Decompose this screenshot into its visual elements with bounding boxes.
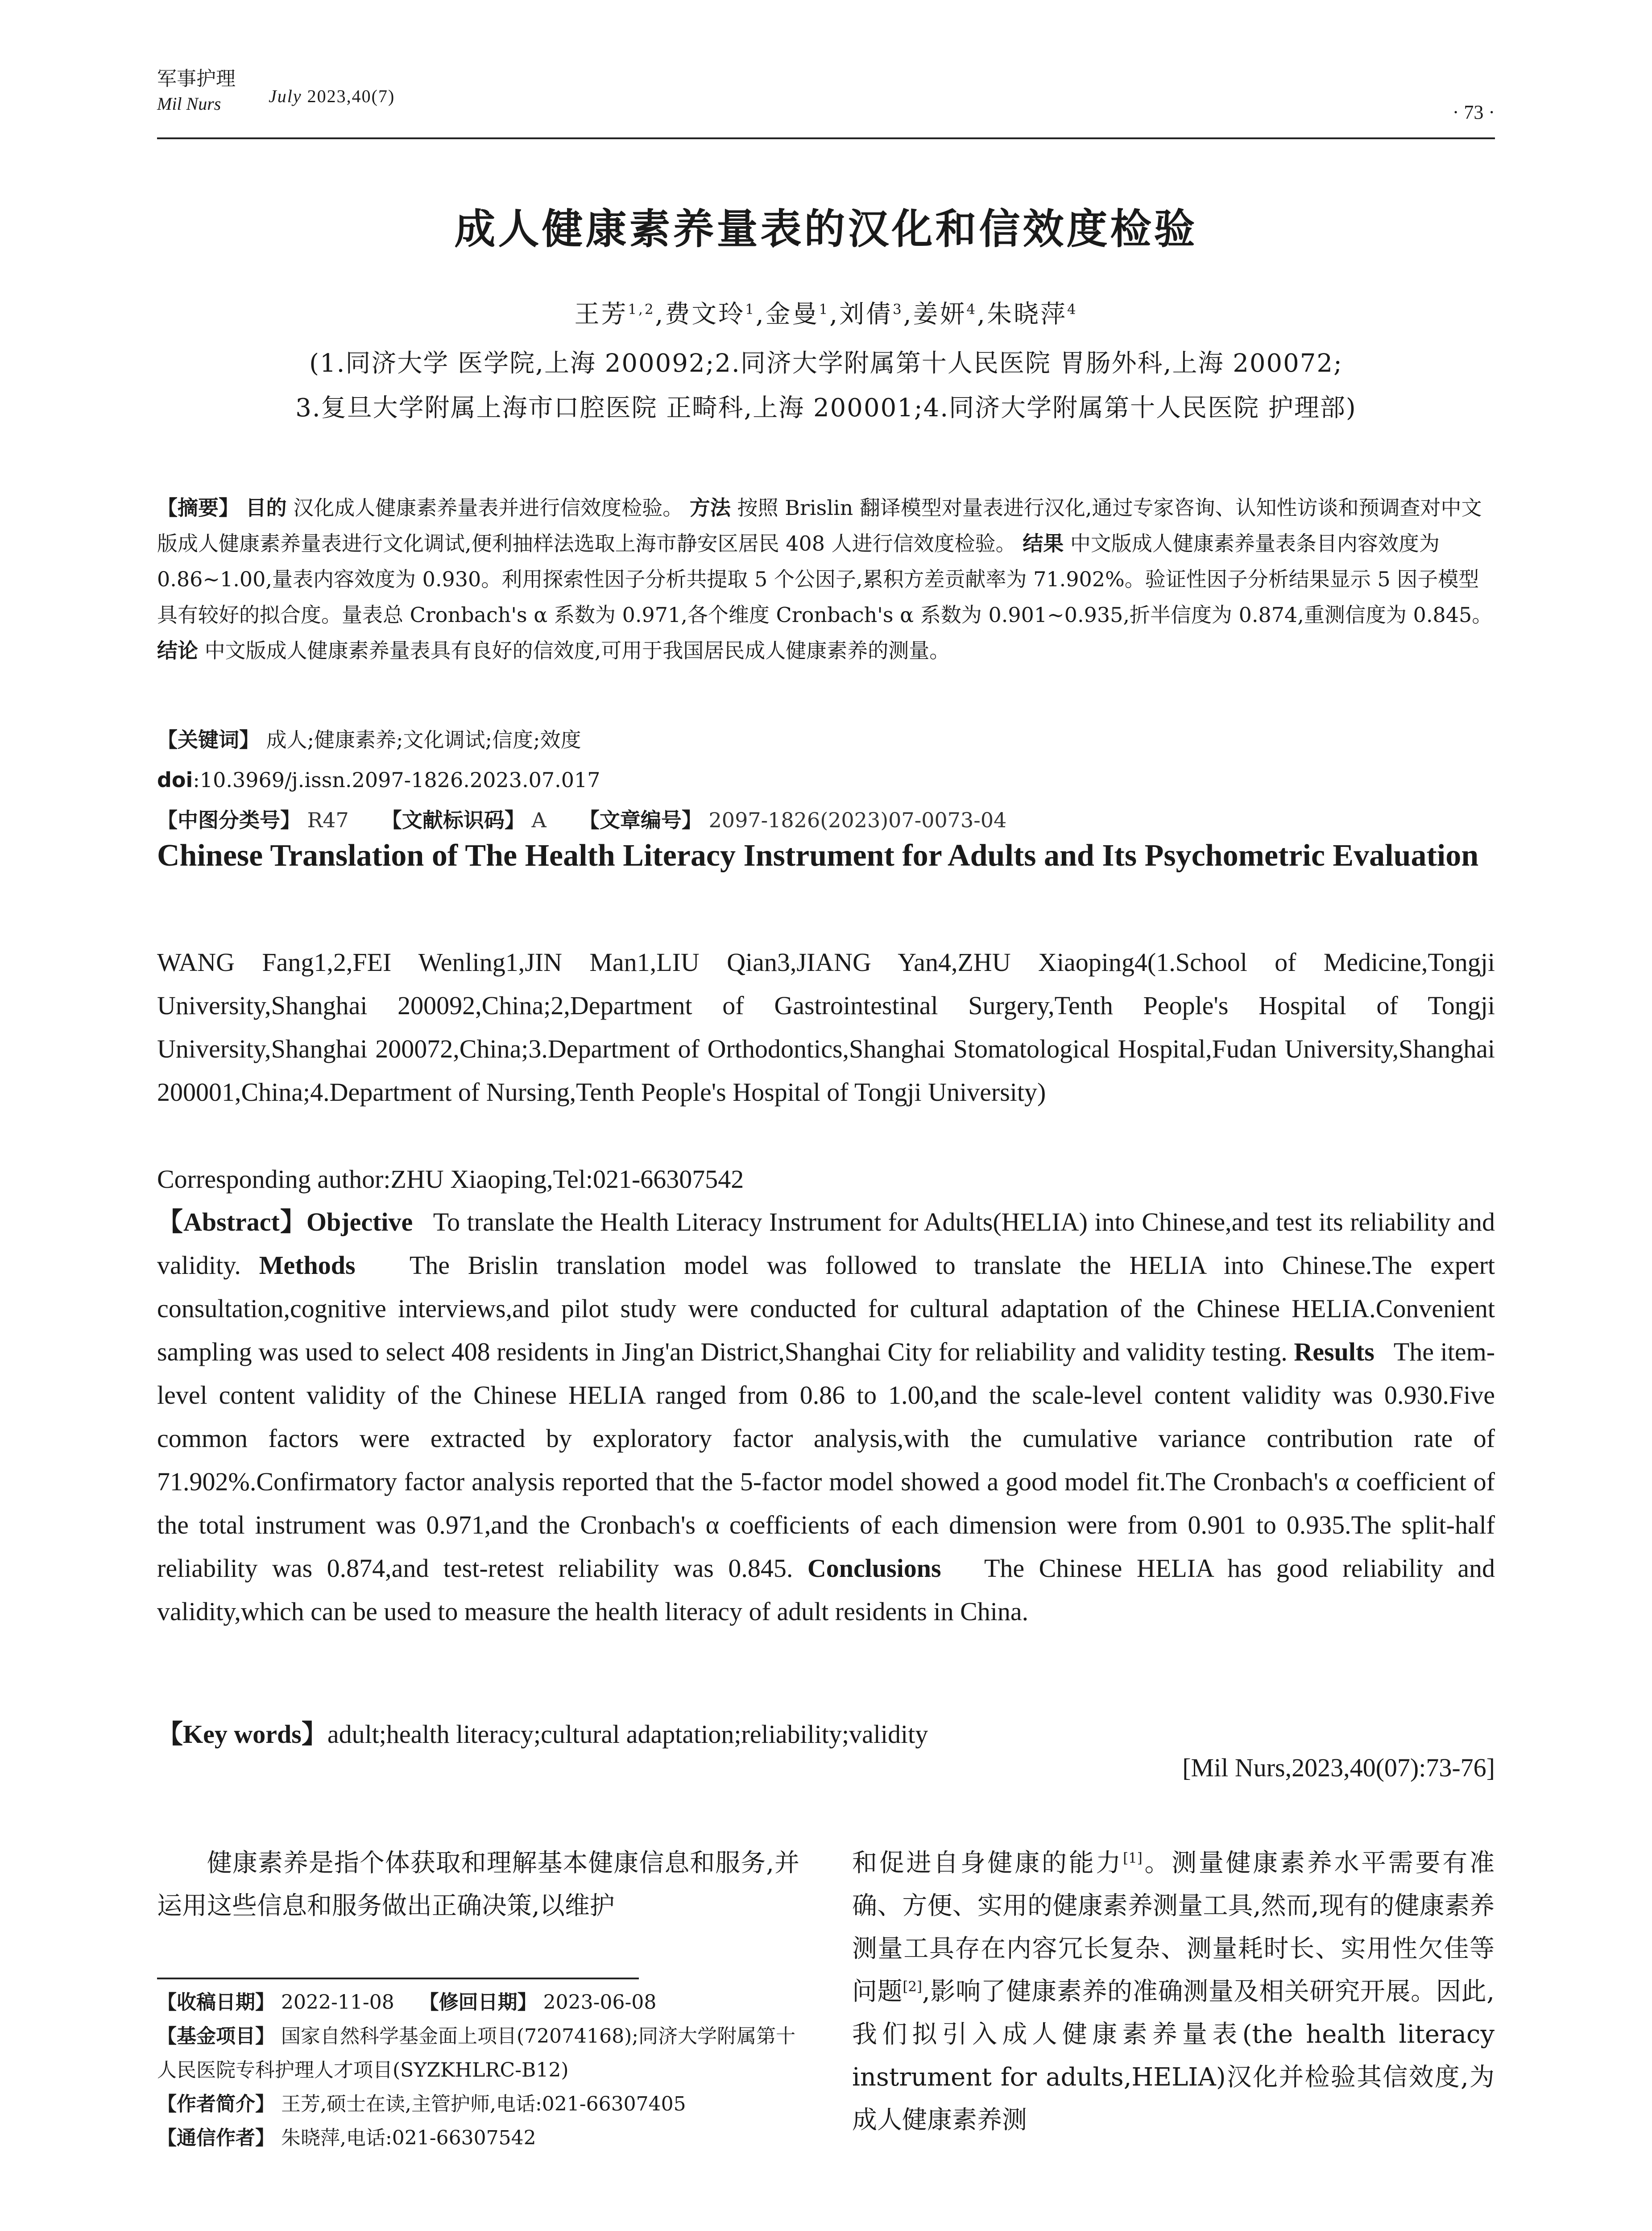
issue-info: [269, 86, 395, 107]
objective-en-label: Objective: [306, 1207, 413, 1236]
running-header-journal: [157, 67, 236, 117]
doi-line: [157, 762, 1495, 798]
results-en-label: Results: [1294, 1337, 1375, 1366]
doi-label: doi: [157, 768, 193, 792]
body-paragraph-left: 健康素养是指个体获取和理解基本健康信息和服务,并运用这些信息和服务做出正确决策,以维护: [157, 1849, 799, 1920]
conclusion-text: 中文版成人健康素养量表具有良好的信效度,可用于我国居民成人健康素养的测量。: [204, 639, 950, 663]
author-list: 王芳$^{1,2}$,费文玲$^1$,金曼$^1$,刘倩$^3$,姜妍$^4$,朱晓萍$^4$: [574, 300, 1078, 329]
classification-line: [157, 802, 1495, 838]
keywords-text: 成人;健康素养;文化调试;信度;效度: [266, 728, 581, 752]
doc-code-label: 【文献标识码】: [381, 808, 525, 832]
abstract-en: [157, 1200, 1495, 1633]
author-name: 王芳: [574, 300, 628, 329]
journal-name-cn: 军事护理: [157, 67, 236, 90]
article-number-label: 【文章编号】: [579, 808, 702, 832]
methods-text: 按照 Brislin 翻译模型对量表进行汉化,通过专家咨询、认知性访谈和预调查对中文版成人健康素养量表进行文化调试,便利抽样法选取上海市静安区居民 408 人进行信效度检验。: [157, 496, 1482, 556]
author-affil-sup: 4: [966, 301, 977, 318]
footnote-author: [157, 2087, 808, 2121]
footnote-corresponding: [157, 2121, 808, 2155]
results-text: 中文版成人健康素养量表条目内容效度为 0.86~1.00,量表内容效度为 0.930。利用探索性因子分析共提取 5 个公因子,累积方差贡献率为 71.902%。验证性因子分析结果显示 5 因子模型具有较好的拟合度。量表总 Cronbach's α 系数为 0.971,各个维度 Cronbach's α 系数为 0.901~0.935,折半信度为 0.874,重测信度为 0.845。: [157, 531, 1493, 627]
abstract-cn: [157, 490, 1495, 668]
author-name: 刘倩: [839, 300, 893, 329]
conclusion-label: 结论: [157, 639, 198, 663]
citation: [Mil Nurs,2023,40(07):73-76]: [1182, 1753, 1495, 1782]
author-name: 姜妍: [913, 300, 967, 329]
abstract-label: 【摘要】: [157, 496, 239, 520]
footnote: [157, 1986, 808, 2155]
header-divider: [157, 137, 1495, 139]
body-text: 。测量健康素养水平需要有准确、方便、实用的健康素养测量工具,然而,现有的健康素养测量工具存在内容冗长复杂、测量耗时长、实用性欠佳等问题: [852, 1849, 1495, 2006]
corresponding-text: 朱晓萍,电话:021-66307542: [281, 2127, 536, 2149]
conclusions-en-text: The Chinese HELIA has good reliability and validity,which can be used to measure the health literacy of adult residents in China.: [157, 1554, 1495, 1626]
author-affil-sup: 3: [893, 301, 903, 318]
journal-name-en: Mil Nurs: [157, 94, 221, 114]
author-name: 朱晓萍: [986, 300, 1067, 329]
author-affil-sup: 1: [819, 301, 830, 318]
author-name: 费文玲: [665, 300, 745, 329]
author-affil-sup: 1,2: [628, 301, 655, 318]
authors-en: WANG Fang1,2,FEI Wenling1,JIN Man1,LIU Qian3,JIANG Yan4,ZHU Xiaoping4(1.School of Medicine,Tongji University,Shanghai 200092,China;2,Department of Gastrointestinal Surgery,Tenth People's Hospital of Tongji University,Shanghai 200072,China;3.Department of Orthodontics,Shanghai Stomatological Hospital,Fudan University,Shanghai 200001,China;4.Department of Nursing,Tenth People's Hospital of Tongji University): [157, 948, 1495, 1107]
affiliation-line-2: 3.复旦大学附属上海市口腔医院 正畸科,上海 200001;4.同济大学附属第十人民医院 护理部): [295, 394, 1357, 423]
page-number: · 73 ·: [1452, 101, 1495, 123]
doc-code-value: A: [531, 808, 547, 832]
clc-value: R47: [307, 808, 349, 832]
author-bio-text: 王芳,硕士在读,主管护师,电话:021-66307405: [281, 2093, 686, 2115]
issue-volume: 2023,40(7): [307, 86, 395, 106]
author-bio-label: 【作者简介】: [157, 2093, 275, 2115]
body-text: 和促进自身健康的能力: [852, 1849, 1123, 1878]
keywords-label: 【关键词】: [157, 728, 260, 752]
doi-text: :10.3969/j.issn.2097-1826.2023.07.017: [193, 768, 600, 792]
keywords-en-label: 【Key words】: [157, 1720, 327, 1749]
footnote-dates: [157, 1986, 808, 2020]
article-title: 成人健康素养量表的汉化和信效度检验: [454, 205, 1198, 253]
received-date: 2022-11-08: [281, 1991, 394, 2014]
funding-label: 【基金项目】: [157, 2025, 275, 2048]
affiliation-line-1: (1.同济大学 医学院,上海 200092;2.同济大学附属第十人民医院 胃肠外科,上海 200072;: [309, 349, 1343, 378]
objective-label: 目的: [245, 496, 287, 520]
keywords-en-text: adult;health literacy;cultural adaptation;reliability;validity: [327, 1720, 928, 1749]
methods-label: 方法: [689, 496, 731, 520]
methods-en-label: Methods: [259, 1251, 356, 1280]
methods-en-text: The Brislin translation model was followed to translate the HELIA into Chinese.The expert consultation,cognitive interviews,and pilot study were conducted for cultural adaptation of the Chinese HELIA.Convenient sampling was used to select 408 residents in Jing'an District,Shanghai City for reliability and validity testing.: [157, 1251, 1495, 1366]
article-title-en: Chinese Translation of The Health Literacy Instrument for Adults and Its Psychometric Evaluation: [157, 838, 1479, 873]
body-paragraph-right: [852, 1842, 1495, 2142]
corresponding-label: 【通信作者】: [157, 2127, 275, 2149]
author-name: 金曼: [765, 300, 819, 329]
results-en-text: The item-level content validity of the Chinese HELIA ranged from 0.86 to 1.00,and the scale-level content validity was 0.930.Five common factors were extracted by exploratory factor analysis,with the cumulative variance contribution rate of 71.902%.Confirmatory factor analysis reported that the 5-factor model showed a good model fit.The Cronbach's α coefficient of the total instrument was 0.971,and the Cronbach's α coefficients of each dimension were from 0.901 to 0.935.The split-half reliability was 0.874,and test-retest reliability was 0.845.: [157, 1337, 1495, 1583]
issue-month: July: [269, 86, 302, 106]
keywords-en: [157, 1713, 1495, 1756]
objective-text: 汉化成人健康素养量表并进行信效度检验。: [293, 496, 683, 520]
author-affil-sup: 1: [745, 301, 756, 318]
received-label: 【收稿日期】: [157, 1991, 275, 2014]
clc-label: 【中图分类号】: [157, 808, 301, 832]
body-text: ,影响了健康素养的准确测量及相关研究开展。因此,我们拟引入成人健康素养量表(the health literacy instrument for adults,HELIA)汉化并检验其信效度,为成人健康素养测: [852, 1977, 1495, 2135]
funding-text: 国家自然科学基金面上项目(72074168);同济大学附属第十人民医院专科护理人才项目(SYZKHLRC-B12): [157, 2025, 796, 2082]
footnote-divider: [157, 1978, 639, 1979]
abstract-en-label: 【Abstract】: [157, 1207, 306, 1236]
objective-en-text: To translate the Health Literacy Instrument for Adults(HELIA) into Chinese,and test its reliability and validity.: [157, 1207, 1495, 1280]
revised-label: 【修回日期】: [419, 1991, 537, 2014]
author-affil-sup: 4: [1067, 301, 1078, 318]
keywords-cn: [157, 722, 1495, 758]
reference-2[interactable]: [2]: [903, 1978, 922, 1995]
revised-date: 2023-06-08: [543, 1991, 657, 2014]
footnote-funding: [157, 2020, 808, 2087]
article-number-value: 2097-1826(2023)07-0073-04: [708, 808, 1007, 832]
reference-1[interactable]: [1]: [1123, 1850, 1143, 1866]
results-label: 结果: [1023, 531, 1064, 556]
corresponding-author-en: Corresponding author:ZHU Xiaoping,Tel:021-66307542: [157, 1165, 744, 1194]
conclusions-en-label: Conclusions: [807, 1554, 941, 1583]
